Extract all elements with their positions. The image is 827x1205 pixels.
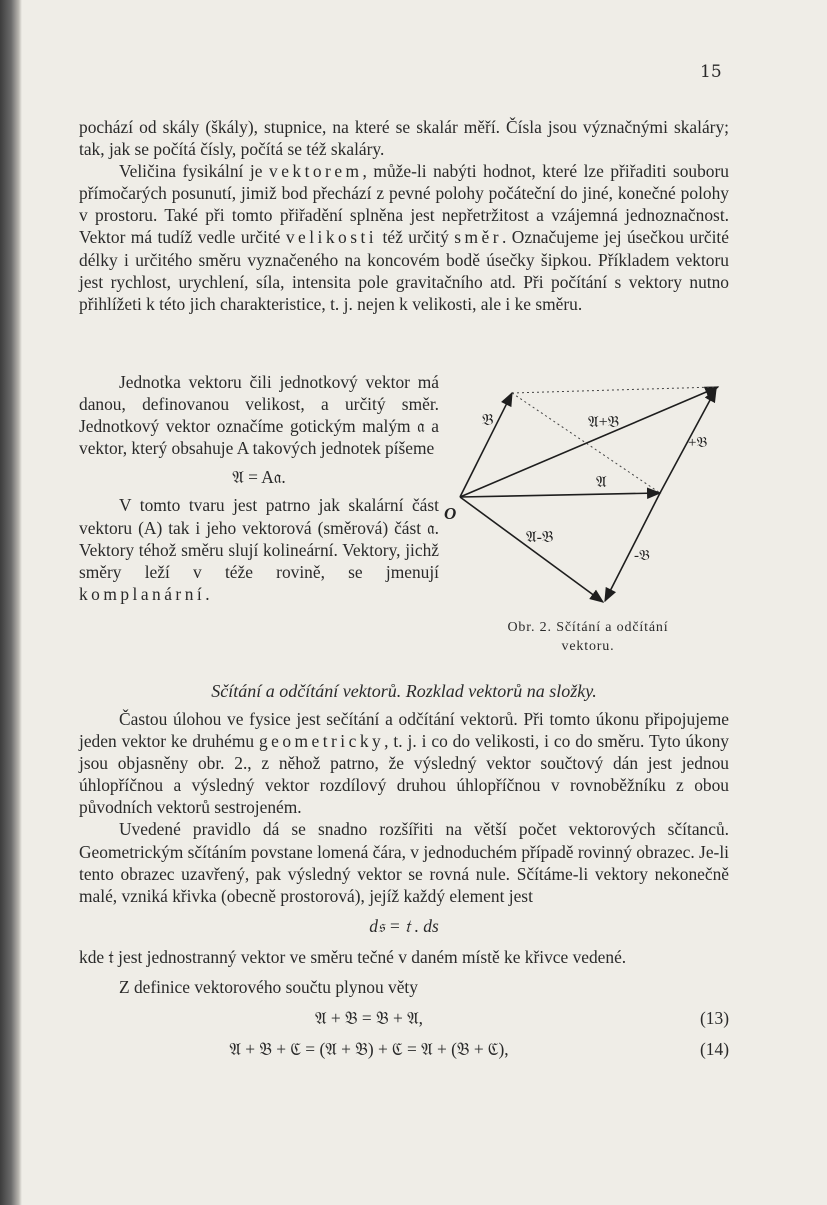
equation-13-row [79,1003,729,1034]
vector-minus-b-line [605,493,660,601]
vector-a-line [460,493,660,497]
term-velikosti: velikosti [285,227,378,248]
paragraph-2-part-d: . Označujeme jej úsečkou určité délky i určitého směru vyznačeného na koncovém bodě úsečky šipkou. Příkladem vektoru jest rychlost, urychlení, síla, intensita pole gravitačního atd. Při počítání s vektory nutno přihlížeti k této jich charakteristice, t. j. nejen k velikosti, ale i ke směru. [79,227,729,314]
equation-13: 𝔄 + 𝔅 = 𝔅 + 𝔄, [314,1008,424,1029]
paragraph-1: pochází od skály (škály), stupnice, na které se skalár měří. Čísla jsou význačnými skaláry; tak, jak se počítá čísly, počítá se též skaláry. [79,117,729,160]
equation-14: 𝔄 + 𝔅 + ℭ = (𝔄 + 𝔅) + ℭ = 𝔄 + (𝔅 + ℭ), [229,1039,509,1060]
figure-vector-parallelogram [444,375,728,615]
paragraph-6: Uvedené pravidlo dá se snadno rozšířiti na větší počet vektorových sčítanců. Geometrickým sčítáním povstane lomená čára, v jednoduchém případě rovinný obrazec. Je-li tento obrazec uzavřený, pak výsledný vektor se rovná nule. Sčítáme-li vektory nekonečně malé, vzniká křivka (obecně prostorová), jejíž každý element jest [79,819,729,906]
equation-13-number: (13) [700,1008,729,1029]
figure-caption-line-2: vektoru. [561,639,615,654]
paragraph-8: Z definice vektorového součtu plynou věty [119,977,418,998]
vector-a-minus-b-line [460,497,603,602]
top-text-block [79,116,729,315]
figure-caption [448,618,728,656]
paragraph-5-part-a: Častou úlohou ve fysice jest sečítání a odčítání vektorů. Při tomto úkonu připojujeme jeden vektor ke druhému [79,709,729,752]
term-komplanarni: komplanární [79,583,206,604]
equation-14-row [79,1034,729,1065]
book-spine-shadow [0,0,22,1205]
paragraph-5 [79,708,729,818]
term-smer: směr [454,227,502,248]
page-number: 15 [700,62,722,82]
label-origin: O [444,504,457,523]
vector-diagram [444,375,728,615]
vector-a-plus-b-line [460,387,718,497]
paragraph-4-part-a: V tomto tvaru jest patrno jak skalární část vektoru (A) tak i jeho vektorová (směrová) část 𝔞. Vektory téhož směru slují kolineární. Vektory, jichž směry leží v téže rovině, se jmenují [79,495,439,582]
left-column-text [79,371,439,605]
formula-line-element: d𝔰 = 𝔱 . ds [369,915,439,936]
paragraph-4 [79,494,439,604]
paragraph-2 [79,160,729,315]
label-b: 𝔅 [482,412,494,429]
paragraph-5-part-b: , t. j. i co do velikosti, i co do směru. Tyto úkony jsou objasněny obr. 2., z něhož patrno, že výsledný vektor součtový dán jest jednou úhlopříčnou a výsledný vektor rozdílový druhou úhlopříčnou v rovnoběžníku z obou původních vektorů sestrojeném. [79,731,729,818]
section-heading: Sčítání a odčítání vektorů. Rozklad vektorů na složky. [211,681,597,701]
term-geometricky: geometricky [258,731,385,752]
bottom-text-block [79,708,729,1065]
vector-b-line [460,393,512,497]
paragraph-3: Jednotka vektoru čili jednotkový vektor má danou, definovanou velikost, a určitý směr. Jednotkový vektor označíme gotickým malým 𝔞 a vektor, který obsahuje A takových jednotek píšeme [79,372,439,459]
label-plus-b: +𝔅 [688,435,708,451]
figure-caption-line-1: Obr. 2. Sčítání a odčítání [507,620,669,635]
paragraph-2-part-c: též určitý [377,227,455,248]
label-a: 𝔄 [596,474,607,491]
formula-unit-vector: 𝔄 = A𝔞. [232,467,286,488]
paragraph-2-part-a: Veličina fysikální je [119,161,270,182]
paragraph-4-part-b: . [205,583,210,604]
paragraph-7: kde 𝔱 jest jednostranný vektor ve směru tečné v daném místě ke křivce vedené. [79,946,627,967]
label-minus-b: -𝔅 [634,548,650,564]
label-a-minus-b: 𝔄-𝔅 [526,529,554,546]
equation-14-number: (14) [700,1039,729,1060]
paragraph-2-part-b: , může-li nabýti hodnot, které lze přiřaditi souboru přímočarých posunutí, jimiž bod přechází z pevné polohy počáteční do jiné, konečné polohy v prostoru. Také při tomto přiřadění splněna jest nepřetržitost a vzájemná jednoznačnost. Vektor má tudíž vedle určité [79,161,729,248]
term-vektorem: vektorem [269,161,363,182]
label-a-plus-b: 𝔄+𝔅 [588,414,620,431]
dotted-parallel-line [512,387,716,393]
